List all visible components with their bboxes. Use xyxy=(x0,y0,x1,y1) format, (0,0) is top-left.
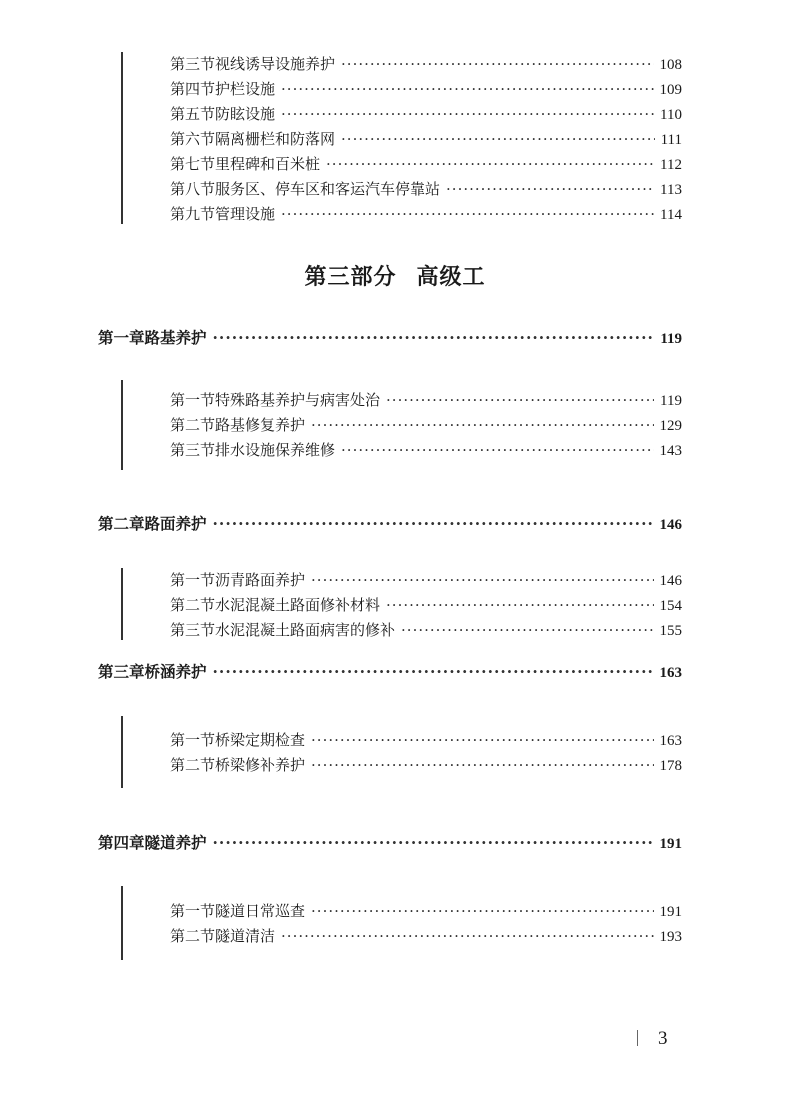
page-number: 146 xyxy=(659,573,682,589)
toc-section-entry[interactable] xyxy=(170,568,682,592)
dot-leader xyxy=(401,618,653,642)
toc-section-entry[interactable] xyxy=(170,388,682,412)
section-title: 视线诱导设施养护 xyxy=(215,55,336,73)
section-number: 第一节 xyxy=(170,731,216,749)
dot-leader xyxy=(311,413,653,437)
page-number: 111 xyxy=(660,132,682,148)
section-title: 隔离栅栏和防落网 xyxy=(215,130,336,148)
chapter-number: 第二章 xyxy=(98,514,145,533)
toc-section-entry[interactable] xyxy=(170,753,682,777)
section-title: 水泥混凝土路面修补材料 xyxy=(215,596,381,614)
toc-section-entry[interactable] xyxy=(170,618,682,642)
section-number: 第二节 xyxy=(170,756,216,774)
section-number: 第三节 xyxy=(170,55,216,73)
section-group-bar xyxy=(121,380,123,470)
toc-section-entry[interactable] xyxy=(170,728,682,752)
part-label: 第三部分 xyxy=(304,265,397,290)
section-title: 特殊路基养护与病害处治 xyxy=(215,391,381,409)
dot-leader xyxy=(311,728,653,752)
dot-leader xyxy=(341,127,655,151)
page-number: 114 xyxy=(660,207,682,223)
toc-chapter-entry[interactable] xyxy=(98,660,682,684)
chapter-title: 桥涵养护 xyxy=(144,662,207,681)
toc-section-entry[interactable] xyxy=(170,593,682,617)
footer-page-number: 3 xyxy=(658,1028,668,1049)
toc-section-entry[interactable] xyxy=(170,152,682,176)
page-number: 109 xyxy=(659,82,682,98)
section-title: 隧道日常巡查 xyxy=(215,902,306,920)
dot-leader xyxy=(311,899,653,923)
page-number: 178 xyxy=(659,758,682,774)
page-number: 191 xyxy=(659,904,682,920)
section-group-bar xyxy=(121,886,123,960)
section-title: 水泥混凝土路面病害的修补 xyxy=(215,621,396,639)
section-group-bar xyxy=(121,716,123,788)
chapter-number: 第四章 xyxy=(98,833,145,852)
page-number: 113 xyxy=(660,182,682,198)
toc-section-entry[interactable] xyxy=(170,102,682,126)
dot-leader xyxy=(281,202,654,226)
section-number: 第八节 xyxy=(170,180,216,198)
section-title: 管理设施 xyxy=(215,205,276,223)
page-number: 119 xyxy=(660,393,682,409)
chapter-title: 路面养护 xyxy=(144,514,207,533)
dot-leader xyxy=(341,438,653,462)
toc-chapter-entry[interactable] xyxy=(98,326,682,350)
page-number: 163 xyxy=(659,733,682,749)
section-title: 桥梁修补养护 xyxy=(215,756,306,774)
dot-leader xyxy=(213,326,655,350)
dot-leader xyxy=(386,593,653,617)
toc-section-entry[interactable] xyxy=(170,77,682,101)
section-number: 第四节 xyxy=(170,80,216,98)
page-number: 143 xyxy=(659,443,682,459)
dot-leader xyxy=(326,152,654,176)
section-title: 排水设施保养维修 xyxy=(215,441,336,459)
dot-leader xyxy=(386,388,654,412)
footer-divider xyxy=(637,1030,638,1046)
section-number: 第三节 xyxy=(170,441,216,459)
page-number: 163 xyxy=(659,665,682,681)
chapter-number: 第三章 xyxy=(98,662,145,681)
toc-section-entry[interactable] xyxy=(170,413,682,437)
toc-section-entry[interactable] xyxy=(170,202,682,226)
page-number: 193 xyxy=(659,929,682,945)
dot-leader xyxy=(281,924,653,948)
section-number: 第五节 xyxy=(170,105,216,123)
dot-leader xyxy=(213,660,654,684)
section-title: 防眩设施 xyxy=(215,105,276,123)
toc-section-entry[interactable] xyxy=(170,899,682,923)
section-number: 第一节 xyxy=(170,902,216,920)
section-title: 沥青路面养护 xyxy=(215,571,306,589)
section-group-bar xyxy=(121,52,123,224)
toc-section-entry[interactable] xyxy=(170,924,682,948)
page-number: 129 xyxy=(659,418,682,434)
chapter-title: 路基养护 xyxy=(144,328,207,347)
dot-leader xyxy=(213,831,654,855)
section-number: 第六节 xyxy=(170,130,216,148)
dot-leader xyxy=(311,753,653,777)
toc-section-entry[interactable] xyxy=(170,52,682,76)
section-title: 桥梁定期检查 xyxy=(215,731,306,749)
part-heading xyxy=(0,260,790,291)
toc-chapter-entry[interactable] xyxy=(98,831,682,855)
dot-leader xyxy=(281,77,653,101)
section-number: 第三节 xyxy=(170,621,216,639)
page-number: 110 xyxy=(660,107,682,123)
page-number: 146 xyxy=(659,517,682,533)
section-title: 里程碑和百米桩 xyxy=(215,155,321,173)
page-number: 108 xyxy=(659,57,682,73)
chapter-title: 隧道养护 xyxy=(144,833,207,852)
section-number: 第二节 xyxy=(170,596,216,614)
dot-leader xyxy=(213,512,654,536)
section-number: 第九节 xyxy=(170,205,216,223)
section-number: 第七节 xyxy=(170,155,216,173)
section-number: 第二节 xyxy=(170,416,216,434)
section-title: 服务区、停车区和客运汽车停靠站 xyxy=(215,180,441,198)
dot-leader xyxy=(311,568,653,592)
dot-leader xyxy=(281,102,654,126)
toc-section-entry[interactable] xyxy=(170,438,682,462)
section-title: 隧道清洁 xyxy=(215,927,276,945)
dot-leader xyxy=(446,177,654,201)
section-title: 路基修复养护 xyxy=(215,416,306,434)
toc-chapter-entry[interactable] xyxy=(98,512,682,536)
chapter-number: 第一章 xyxy=(98,328,145,347)
toc-section-entry[interactable] xyxy=(170,127,682,151)
section-number: 第一节 xyxy=(170,391,216,409)
toc-section-entry[interactable] xyxy=(170,177,682,201)
page-number: 119 xyxy=(660,331,682,347)
page-number: 191 xyxy=(659,836,682,852)
page-number: 112 xyxy=(660,157,682,173)
section-title: 护栏设施 xyxy=(215,80,276,98)
section-group-bar xyxy=(121,568,123,640)
page-number: 155 xyxy=(659,623,682,639)
section-number: 第二节 xyxy=(170,927,216,945)
page-number: 154 xyxy=(659,598,682,614)
section-number: 第一节 xyxy=(170,571,216,589)
dot-leader xyxy=(341,52,653,76)
part-title: 高级工 xyxy=(416,265,486,290)
